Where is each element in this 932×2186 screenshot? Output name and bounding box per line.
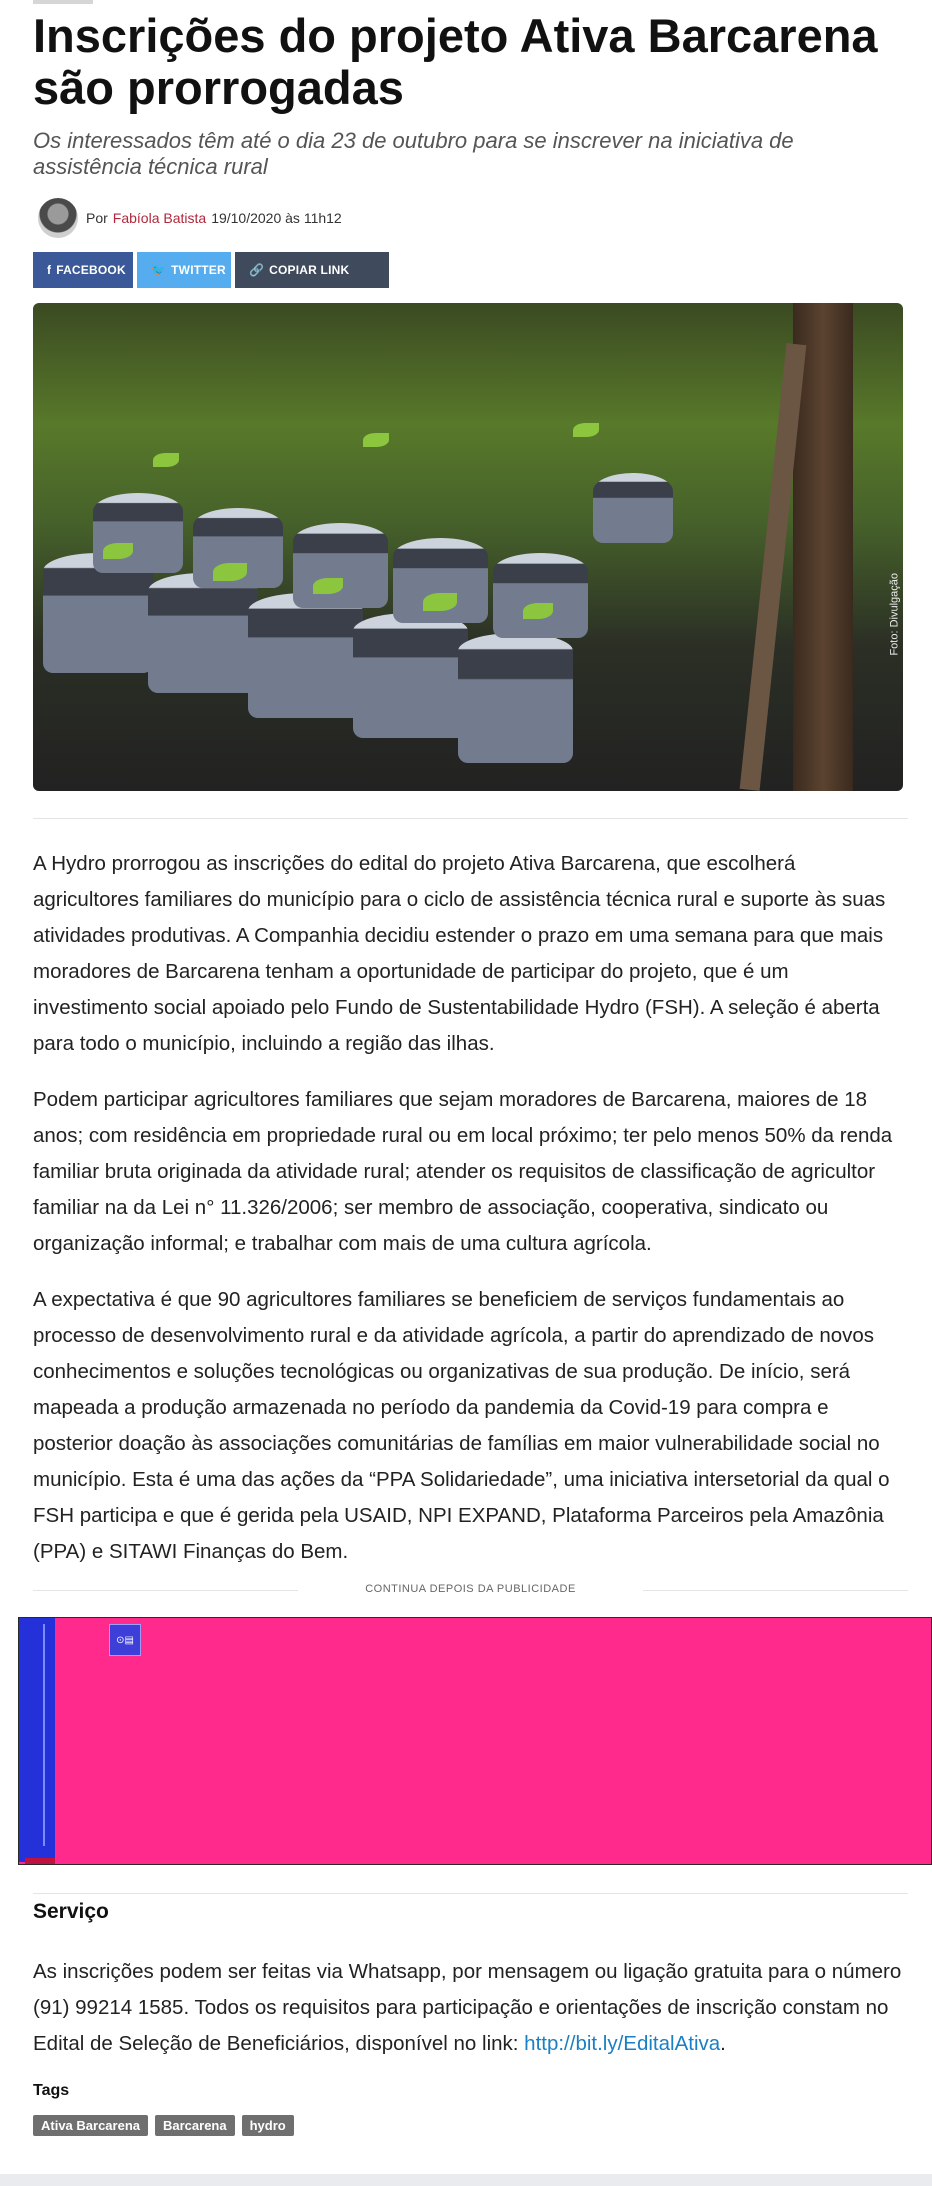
byline-prefix: Por <box>86 210 108 226</box>
article-paragraph-2: Podem participar agricultores familiares que sejam moradores de Barcarena, maiores de 18 anos; com residência em propriedade rural ou em local próximo; ter pelo menos 50% da renda familiar bruta originada da atividade rural; atender os requisitos de classificação de agricultor familiar na da Lei n° 11.326/2006; ser membro de associação, cooperativa, sindicato ou organização informal; e trabalhar com mais de uma cultura agrícola. <box>33 1088 893 1255</box>
tag-hydro[interactable]: hydro <box>242 2115 294 2136</box>
seedling-leaf <box>313 578 343 594</box>
tag-barcarena[interactable]: Barcarena <box>155 2115 235 2136</box>
page-title: Inscrições do projeto Ativa Barcarena são prorrogadas <box>33 9 878 114</box>
article-paragraph-3: A expectativa é que 90 agricultores familiares se beneficiem de serviços fundamentais ao processo de desenvolvimento rural e da atividade agrícola, a partir do aprendizado de novos conhecimentos e soluções tecnológicas ou organizativas de sua produção. De início, será mapeada a produção armazenada no período da pandemia da Covid-19 para compra e posterior doação às associações comunitárias de famílias em maior vulnerabilidade social no município. Esta é uma das ações da “PPA Solidariedade”, uma iniciativa intersetorial da qual o FSH participa e que é gerida pela USAID, NPI EXPAND, Plataforma Parceiros pela Amazônia (PPA) e SITAWI Finanças do Bem. <box>33 1288 890 1563</box>
seedling-pot <box>248 593 363 718</box>
divider <box>33 1893 908 1894</box>
share-twitter-label: TWITTER <box>171 263 226 277</box>
copy-link-label: COPIAR LINK <box>269 263 350 277</box>
article-subtitle: Os interessados têm até o dia 23 de outubro para se inscrever na iniciativa de assistência técnica rural <box>33 128 794 179</box>
tag-ativa-barcarena[interactable]: Ativa Barcarena <box>33 2115 148 2136</box>
seedling-pot <box>593 473 673 543</box>
seedling-pot <box>148 573 258 693</box>
ad-info-icon[interactable]: ⊙▤ <box>109 1624 141 1656</box>
byline <box>38 198 342 238</box>
ad-label: CONTINUA DEPOIS DA PUBLICIDADE <box>33 1583 908 1595</box>
seedling-pot <box>293 523 388 608</box>
share-facebook-button[interactable] <box>33 252 133 288</box>
service-paragraph <box>33 1954 908 2062</box>
seedling-leaf <box>363 433 389 447</box>
link-icon: 🔗 <box>249 263 265 277</box>
share-facebook-label: FACEBOOK <box>56 263 126 277</box>
share-bar <box>33 252 389 288</box>
edital-link[interactable]: http://bit.ly/EditalAtiva <box>524 2032 721 2055</box>
seedling-leaf <box>103 543 133 559</box>
seedling-pot <box>353 613 468 738</box>
kicker-bar <box>33 0 93 4</box>
photo-credit: Foto: Divulgação <box>889 573 901 656</box>
service-heading: Serviço <box>33 1900 109 1923</box>
ad-decoration <box>25 1858 55 1864</box>
twitter-icon: 🐦 <box>151 263 167 277</box>
share-twitter-button[interactable] <box>137 252 231 288</box>
service-text: As inscrições podem ser feitas via Whatsapp, por mensagem ou ligação gratuita para o número (91) 99214 1585. Todos os requisitos para participação e orientações de inscrição constam no Edital de Seleção de Beneficiários, disponível no link: <box>33 1960 902 2055</box>
seedling-pot <box>493 553 588 638</box>
page-footer-bar <box>0 2174 932 2186</box>
seedling-leaf <box>153 453 179 467</box>
author-avatar[interactable] <box>38 198 78 238</box>
service-end: . <box>720 2032 726 2055</box>
divider <box>33 818 908 819</box>
article-photo <box>33 303 903 791</box>
seedling-leaf <box>423 593 457 611</box>
seedling-leaf <box>523 603 553 619</box>
tags-heading: Tags <box>33 2082 70 2099</box>
seedling-leaf <box>573 423 599 437</box>
seedling-pot <box>93 493 183 573</box>
copy-link-button[interactable] <box>235 252 389 288</box>
publish-date: 19/10/2020 às 11h12 <box>211 210 342 226</box>
seedling-leaf <box>213 563 247 581</box>
seedling-pot <box>458 633 573 763</box>
author-link[interactable]: Fabíola Batista <box>112 210 207 226</box>
article-paragraph-1: A Hydro prorrogou as inscrições do edital do projeto Ativa Barcarena, que escolherá agricultores familiares do município para o ciclo de assistência técnica rural e suporte às suas atividades produtivas. A Companhia decidiu estender o prazo em uma semana para que mais moradores de Barcarena tenham a oportunidade de participar do projeto, que é um investimento social apoiado pelo Fundo de Sustentabilidade Hydro (FSH). A seleção é aberta para todo o município, incluindo a região das ilhas. <box>33 852 886 1055</box>
advertisement-banner[interactable] <box>18 1617 932 1865</box>
facebook-icon: f <box>47 263 52 277</box>
tags-list <box>33 2115 294 2136</box>
ad-side-panel <box>19 1618 55 1862</box>
